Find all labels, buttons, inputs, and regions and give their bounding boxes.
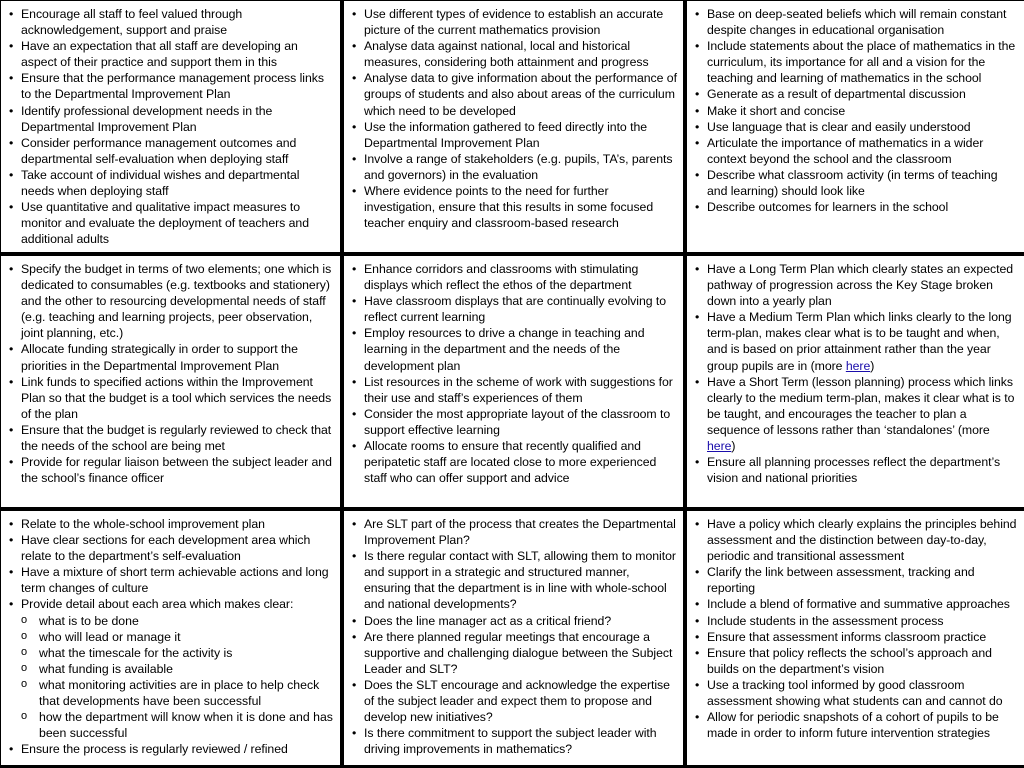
list-item: • Involve a range of stakeholders (e.g. pupils, TA’s, parents and governors) in the evaluation xyxy=(352,151,677,183)
list-item: • Ensure that assessment informs classroom practice xyxy=(695,629,1019,645)
list-item: • Is there commitment to support the subject leader with driving improvements in mathematics? xyxy=(352,725,677,757)
list-item: • Have classroom displays that are continually evolving to reflect current learning xyxy=(352,293,677,325)
bullet-list xyxy=(9,6,334,247)
list-item: • Allow for periodic snapshots of a cohort of pupils to be made in order to inform future intervention strategies xyxy=(695,709,1019,741)
list-item: • Specify the budget in terms of two elements; one which is dedicated to consumables (e.g. textbooks and stationery) and the other to resourcing developmental needs of staff (e.g. teaching and learning projects, peer observation, joint planning, etc.) xyxy=(9,261,334,341)
sub-list-item: o what the timescale for the activity is xyxy=(9,645,334,661)
list-item: • Ensure that the performance management process links to the Departmental Improvement Plan xyxy=(9,70,334,102)
list-item: • Where evidence points to the need for further investigation, ensure that this results in some focused teacher enquiry and classroom-based research xyxy=(352,183,677,231)
list-item: • Consider the most appropriate layout of the classroom to support effective learning xyxy=(352,406,677,438)
list-item: • Include statements about the place of mathematics in the curriculum, its importance for all and a vision for the teaching and learning of mathematics in the school xyxy=(695,38,1019,86)
list-item: • Are SLT part of the process that creates the Departmental Improvement Plan? xyxy=(352,516,677,548)
list-item-text: Have a Short Term (lesson planning) process which links clearly to the medium term-plan, makes it clear what is to be taught, and encourages the teacher to plan a sequence of lessons rather than ‘standalones’ (more xyxy=(707,374,1015,437)
list-item: • Clarify the link between assessment, tracking and reporting xyxy=(695,564,1019,596)
list-item: • Have a mixture of short term achievable actions and long term changes of culture xyxy=(9,564,334,596)
bullet-list xyxy=(9,516,334,613)
bullet-list xyxy=(695,516,1019,741)
list-item: • Allocate rooms to ensure that recently qualified and peripatetic staff are located close to more experienced staff who can offer support and advice xyxy=(352,438,677,486)
list-item: • Identify professional development needs in the Departmental Improvement Plan xyxy=(9,103,334,135)
cell-assessment xyxy=(687,511,1024,765)
list-item-text: Have a Medium Term Plan which links clearly to the long term-plan, makes clear what is to be taught and when, and is based on prior attainment rather than the year group pupils are in (more xyxy=(707,310,1012,373)
bullet-list xyxy=(352,6,677,231)
list-item: • Have an expectation that all staff are developing an aspect of their practice and support them in this xyxy=(9,38,334,70)
list-item: • Ensure all planning processes reflect the department’s vision and national priorities xyxy=(695,454,1019,486)
list-item: • Enhance corridors and classrooms with stimulating displays which reflect the ethos of the department xyxy=(352,261,677,293)
cell-self-evaluation xyxy=(344,1,683,252)
list-item: • Ensure that policy reflects the school’s approach and builds on the department’s vision xyxy=(695,645,1019,677)
sub-list-item: o what monitoring activities are in place to help check that developments have been successful xyxy=(9,677,334,709)
list-item: • List resources in the scheme of work with suggestions for their use and staff’s experiences of them xyxy=(352,374,677,406)
list-item: • Include students in the assessment process xyxy=(695,613,1019,629)
bullet-list xyxy=(695,261,1019,486)
list-item: • Allocate funding strategically in order to support the priorities in the Departmental Improvement Plan xyxy=(9,341,334,373)
list-item: • Have a policy which clearly explains the principles behind assessment and the distinction between day-to-day, periodic and transitional assessment xyxy=(695,516,1019,564)
sub-list-item: o who will lead or manage it xyxy=(9,629,334,645)
list-item: • Employ resources to drive a change in teaching and learning in the department and the needs of the development plan xyxy=(352,325,677,373)
list-item: • Base on deep-seated beliefs which will remain constant despite changes in educational organisation xyxy=(695,6,1019,38)
cell-resources xyxy=(344,256,683,507)
cell-budget xyxy=(1,256,340,507)
bullet-list xyxy=(352,261,677,486)
list-item: • Have clear sections for each development area which relate to the department’s self-evaluation xyxy=(9,532,334,564)
more-here-link[interactable]: here xyxy=(707,439,732,454)
list-item: • Does the SLT encourage and acknowledge the expertise of the subject leader and expect them to propose and develop new initiatives? xyxy=(352,677,677,725)
sub-list-item: o how the department will know when it is done and has been successful xyxy=(9,709,334,741)
list-item: • Articulate the importance of mathematics in a wider context beyond the school and the classroom xyxy=(695,135,1019,167)
bullet-list xyxy=(352,516,677,757)
bullet-list xyxy=(9,741,334,757)
list-item: • Use the information gathered to feed directly into the Departmental Improvement Plan xyxy=(352,119,677,151)
cell-vision xyxy=(687,1,1024,252)
list-item: • Consider performance management outcomes and departmental self-evaluation when deploying staff xyxy=(9,135,334,167)
sub-list-item: o what funding is available xyxy=(9,661,334,677)
cell-staff-deployment xyxy=(1,1,340,252)
closing-paren: ) xyxy=(731,439,736,454)
list-item: • Describe what classroom activity (in terms of teaching and learning) should look like xyxy=(695,167,1019,199)
cell-slt-support xyxy=(344,511,683,765)
list-item: • Take account of individual wishes and departmental needs when deploying staff xyxy=(9,167,334,199)
list-item: • Have a Long Term Plan which clearly states an expected pathway of progression across the Key Stage broken down into a yearly plan xyxy=(695,261,1019,309)
bullet-list xyxy=(695,6,1019,215)
list-item: • Use language that is clear and easily understood xyxy=(695,119,1019,135)
list-item: • Use a tracking tool informed by good classroom assessment showing what students can and cannot do xyxy=(695,677,1019,709)
list-item: • Is there regular contact with SLT, allowing them to monitor and support in a strategic and structured manner, ensuring that the department is in line with whole-school and national developments? xyxy=(352,548,677,612)
list-item: • Ensure that the budget is regularly reviewed to check that the needs of the school are being met xyxy=(9,422,334,454)
more-here-link[interactable]: here xyxy=(845,358,871,373)
list-item xyxy=(695,374,1019,454)
list-item: • Analyse data to give information about the performance of groups of students and also about areas of the curriculum which need to be developed xyxy=(352,70,677,118)
list-item: • Include a blend of formative and summative approaches xyxy=(695,596,1019,612)
list-item: • Analyse data against national, local and historical measures, considering both attainment and progress xyxy=(352,38,677,70)
list-item: • Use quantitative and qualitative impact measures to monitor and evaluate the deployment of teachers and additional adults xyxy=(9,199,334,247)
cell-planning xyxy=(687,256,1024,507)
list-item xyxy=(695,309,1019,373)
cell-improvement-plan xyxy=(1,511,340,765)
list-item: • Provide detail about each area which makes clear: xyxy=(9,596,334,612)
list-item: • Describe outcomes for learners in the school xyxy=(695,199,1019,215)
bullet-list xyxy=(9,261,334,486)
sub-list-item: o what is to be done xyxy=(9,613,334,629)
closing-paren: ) xyxy=(870,358,875,373)
list-item: • Use different types of evidence to establish an accurate picture of the current mathematics provision xyxy=(352,6,677,38)
list-item: • Generate as a result of departmental discussion xyxy=(695,86,1019,102)
list-item: • Encourage all staff to feel valued through acknowledgement, support and praise xyxy=(9,6,334,38)
list-item: • Provide for regular liaison between the subject leader and the school’s finance officer xyxy=(9,454,334,486)
list-item: • Relate to the whole-school improvement plan xyxy=(9,516,334,532)
list-item: • Ensure the process is regularly reviewed / refined xyxy=(9,741,334,757)
list-item: • Make it short and concise xyxy=(695,103,1019,119)
list-item: • Does the line manager act as a critical friend? xyxy=(352,613,677,629)
sub-bullet-list xyxy=(9,613,334,742)
list-item: • Link funds to specified actions within the Improvement Plan so that the budget is a tool which services the needs of the plan xyxy=(9,374,334,422)
list-item: • Are there planned regular meetings that encourage a supportive and challenging dialogue between the Subject Leader and SLT? xyxy=(352,629,677,677)
